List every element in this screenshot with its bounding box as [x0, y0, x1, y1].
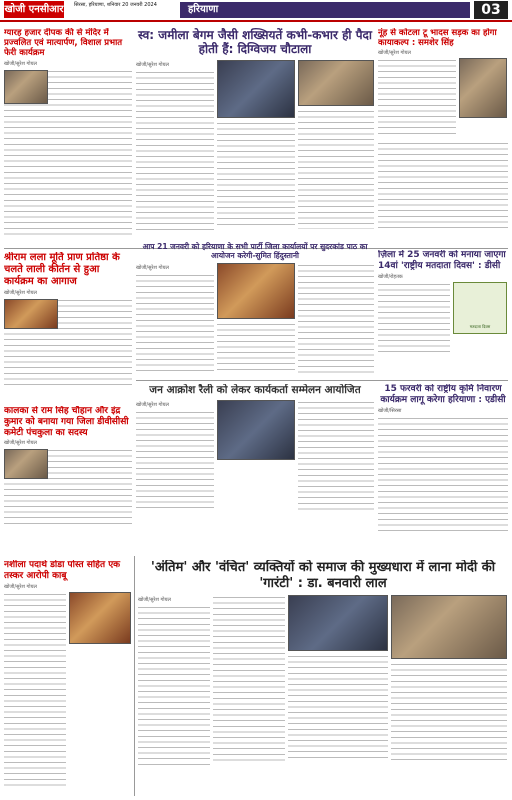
story-fmd-body [378, 416, 508, 532]
story-jamila-body-2 [217, 121, 295, 229]
story-modi [138, 560, 508, 796]
story-shriram [4, 252, 132, 402]
story-modi-photo-1 [288, 595, 388, 651]
story-modi-body-1 [138, 605, 210, 765]
page-number: 03 [474, 1, 508, 19]
story-jan22-byline: खोजी/सुरेश गोयल [136, 265, 169, 271]
story-voters [378, 250, 508, 376]
story-temple-photo [4, 70, 48, 104]
story-drugs-body [4, 592, 66, 788]
story-modi-body-3 [288, 654, 388, 762]
story-modi-byline: खोजी/सुरेश गोयल [138, 597, 171, 604]
story-kalka [4, 406, 132, 556]
story-modi-photo-2 [391, 595, 507, 659]
story-temple-headline: ग्यारह हजार दीपक की से मंदिर में प्रज्वलित एवं मात्यार्पण, विशाल प्रभात फेरी कार्यक्रम [4, 28, 123, 59]
story-nuh-photo [459, 58, 507, 118]
story-drugs-headline: नशीला पदार्थ डोडा पोस्त सहित एक तस्कर आरोपी काबू [4, 560, 121, 581]
story-nuh-body-2 [378, 141, 508, 231]
story-nuh [378, 28, 508, 248]
story-fmd-headline: 15 फरवरी को राष्ट्रीय कृमि निवारण कार्यक्रम लागू करेगा हरियाणा : एडीसी [380, 384, 506, 405]
story-kalka-headline: कालका से राम सिंह चौहान और इंद्र कुमार को बनाया गया जिला डीवीसीसी कमेटी पंचकुला का सदस्य [4, 406, 129, 438]
story-rally-byline: खोजी/सुरेश गोयल [136, 401, 169, 408]
newspaper-logo: खोजी एनसीआर [4, 1, 64, 18]
voters-day-label: मतदाता दिवस [469, 323, 491, 329]
story-jamila-headline: स्व: जमीला बेगम जैसी शख्सियतें कभी-कभार ही पैदा होती हैं: दिग्विजय चौटाला [137, 28, 373, 57]
story-jamila-body-3 [298, 109, 374, 229]
story-drugs-byline: खोजी/सुरेश गोयल [4, 583, 37, 590]
story-drugs [4, 560, 132, 796]
story-voters-byline: खोजी/रोहतक [378, 273, 403, 280]
story-modi-body-4 [391, 662, 507, 762]
story-kalka-byline: खोजी/सुरेश गोयल [4, 440, 37, 447]
story-nuh-headline: नूंह से कोटला टू भादस सड़क का होगा कायाकल्प : समशेर सिंह [378, 28, 497, 49]
story-voters-body [378, 282, 450, 356]
story-jamila-photo [217, 60, 295, 118]
story-rally-photo [217, 400, 295, 460]
story-jan22-body-2 [217, 322, 295, 372]
story-rally-body-1 [136, 410, 214, 510]
story-fmd-byline: खोजी/सिरसा [378, 407, 402, 414]
story-shriram-photo [4, 299, 58, 329]
story-temple-byline: खोजी/सुरेश गोयल [4, 60, 37, 67]
story-modi-headline: 'अंतिम' और 'वंचित' व्यक्तियों को समाज की मुख्यधारा में लाना मोदी की 'गारंटी' : डा. बनवारी लाल [150, 560, 496, 591]
story-rally [136, 384, 374, 534]
story-kalka-photo [4, 449, 48, 479]
story-jamila-photo-2 [298, 60, 374, 106]
story-jamila [136, 28, 374, 236]
story-rally-body-2 [298, 400, 374, 510]
story-jan22-photo [217, 263, 295, 319]
dateline: सिरसा, हरियाणा, शनिवार 20 जनवरी 2024 [74, 2, 157, 8]
story-rally-headline: जन आक्रोश रैली को लेकर कार्यकर्ता सम्मेलन आयोजित [149, 384, 361, 396]
story-modi-body-2 [213, 595, 285, 763]
section-title: हरियाणा [180, 2, 470, 18]
divider [134, 556, 135, 796]
divider [136, 380, 508, 381]
story-jan22-headline: आप 21 जनवरी को हरियाणा के सभी पार्टी जिला कार्यालयों पर सुदरकांड पाठ का आयोजन करेगी-सुमित हिंदुस्तानी [142, 242, 368, 260]
story-drugs-photo [69, 592, 131, 644]
story-jamila-body-1 [136, 70, 214, 230]
story-fmd [378, 384, 508, 544]
story-nuh-body-1 [378, 58, 456, 138]
masthead [0, 0, 512, 22]
story-voters-headline: ज़िला में 25 जनवरी को मनाया जाएगा 14वां 'राष्ट्रीय मतदाता दिवस' : डीसी [378, 250, 506, 271]
story-shriram-byline: खोजी/सुरेश गोयल [4, 290, 37, 296]
story-jan22 [136, 242, 374, 378]
story-nuh-byline: खोजी/सुरेश गोयल [378, 50, 411, 57]
voters-day-logo [453, 282, 507, 334]
story-jamila-byline: खोजी/सुरेश गोयल [136, 61, 169, 68]
story-shriram-headline: श्रीराम लला मूर्ति प्राण प्रतिष्ठा के चलते लाली कीर्तन से हुआ कार्यक्रम का आगाज [4, 252, 120, 287]
story-jan22-body-1 [136, 273, 214, 373]
story-temple [4, 28, 132, 246]
story-jan22-body-3 [298, 263, 374, 373]
